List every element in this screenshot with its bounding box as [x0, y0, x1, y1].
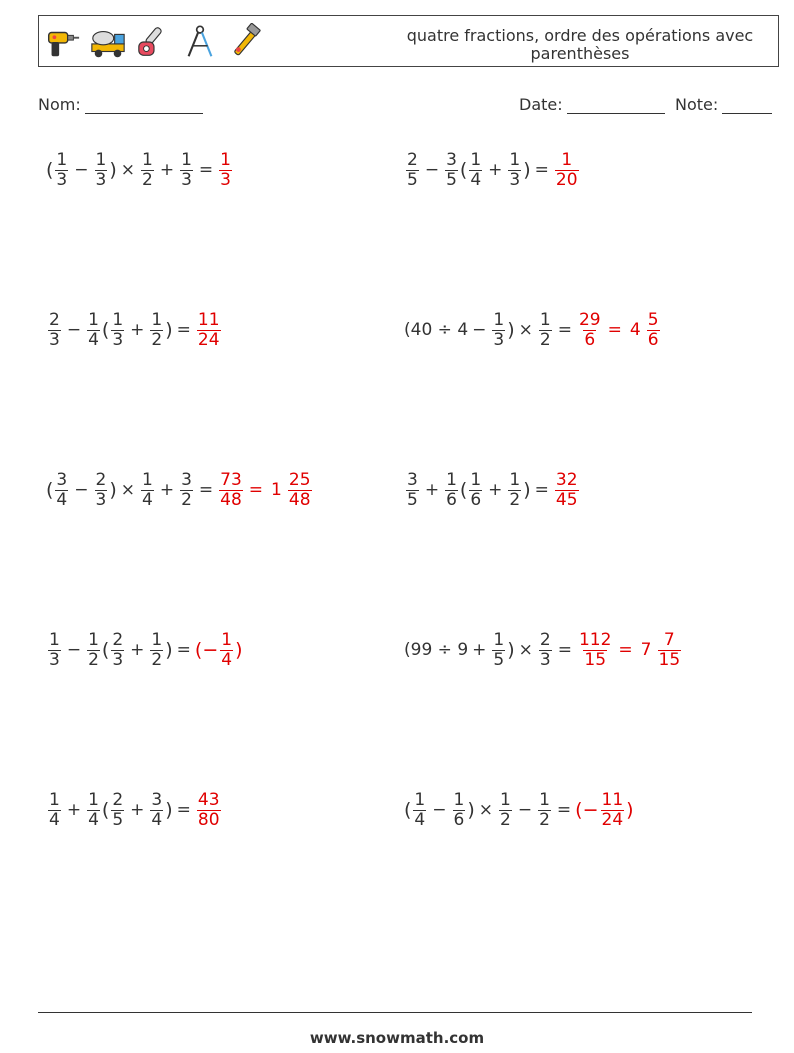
- fraction: [48, 631, 61, 670]
- cement-mixer-truck-icon: [89, 23, 127, 61]
- expression-text: +: [159, 480, 175, 500]
- header-box: [38, 15, 779, 67]
- denominator: 3: [49, 329, 60, 350]
- expression-text: =: [556, 800, 572, 820]
- denominator: 45: [555, 489, 578, 510]
- numerator: 11: [601, 789, 624, 810]
- expression-text: =: [557, 320, 572, 340]
- denominator: 80: [197, 809, 220, 830]
- answer-fraction: [220, 631, 233, 670]
- expression-text: ): [523, 159, 531, 181]
- numerator: 1: [561, 149, 573, 170]
- fraction: [413, 791, 426, 830]
- numerator: 1: [151, 629, 163, 650]
- denominator: 3: [112, 329, 124, 350]
- numerator: 2: [49, 309, 60, 330]
- denominator: 2: [88, 649, 99, 670]
- expression-text: +: [488, 480, 503, 500]
- numerator: 1: [88, 629, 99, 650]
- answer-fraction: [555, 471, 579, 510]
- fraction: [406, 471, 419, 510]
- numerator: 3: [151, 789, 163, 810]
- expression-text: ): [467, 799, 475, 821]
- numerator: 2: [112, 789, 124, 810]
- expression-text: ×: [120, 480, 135, 500]
- numerator: 2: [539, 629, 551, 650]
- expression-text: =: [176, 800, 191, 820]
- numerator: 3: [446, 149, 457, 170]
- fraction: [87, 631, 100, 670]
- fraction: [499, 791, 512, 830]
- denominator: 48: [220, 489, 242, 510]
- fraction: [492, 631, 505, 670]
- answer-text: =: [607, 320, 622, 340]
- fraction: [111, 631, 124, 670]
- problem: [46, 460, 314, 520]
- denominator: 5: [407, 489, 418, 510]
- answer-fraction: [578, 631, 612, 670]
- numerator: 1: [453, 789, 465, 810]
- expression-text: −: [517, 800, 533, 820]
- answer-text: (−: [194, 639, 219, 661]
- numerator: 1: [88, 309, 99, 330]
- answer-text: ): [235, 639, 243, 661]
- denominator: 4: [142, 489, 153, 510]
- date-field: [519, 95, 665, 114]
- fraction: [48, 791, 61, 830]
- numerator: 1: [88, 789, 99, 810]
- fraction: [453, 791, 466, 830]
- denominator: 3: [112, 649, 124, 670]
- numerator: 1: [500, 789, 511, 810]
- fraction: [180, 471, 193, 510]
- numerator: 1: [112, 309, 124, 330]
- numerator: 1: [151, 309, 163, 330]
- numerator: 1: [493, 629, 505, 650]
- expression-text: −: [74, 160, 89, 180]
- fraction: [445, 151, 458, 190]
- problem: [46, 300, 223, 360]
- problem: [404, 300, 662, 360]
- fraction: [469, 471, 482, 510]
- answer-fraction: [288, 471, 312, 510]
- numerator: 5: [647, 309, 659, 330]
- numerator: 11: [197, 309, 220, 330]
- answer-text: =: [248, 480, 264, 500]
- numerator: 1: [49, 629, 60, 650]
- answer-fraction: [555, 151, 579, 190]
- numerator: 112: [578, 629, 612, 650]
- denominator: 3: [539, 649, 551, 670]
- denominator: 2: [539, 329, 551, 350]
- fraction: [539, 631, 552, 670]
- header-icons: [43, 22, 265, 62]
- fraction: [141, 471, 154, 510]
- numerator: 1: [509, 149, 521, 170]
- denominator: 2: [500, 809, 511, 830]
- numerator: 1: [446, 469, 457, 490]
- expression-text: −: [472, 320, 487, 340]
- fraction: [95, 471, 108, 510]
- expression-text: +: [130, 320, 145, 340]
- answer-text: =: [618, 640, 633, 660]
- expression-text: (: [101, 639, 110, 661]
- expression-text: =: [176, 320, 191, 340]
- expression-text: ): [507, 319, 515, 341]
- expression-text: =: [534, 160, 549, 180]
- numerator: 25: [288, 469, 311, 490]
- expression-text: (: [46, 159, 54, 181]
- fraction: [150, 791, 163, 830]
- expression-text: ): [165, 639, 173, 661]
- worksheet-title: quatre fractions, ordre des opérations avec parenthèses: [406, 26, 754, 63]
- denominator: 3: [220, 169, 231, 190]
- expression-text: +: [66, 800, 82, 820]
- expression-text: +: [488, 160, 503, 180]
- answer-text: 1: [271, 480, 282, 500]
- expression-text: =: [198, 480, 214, 500]
- denominator: 3: [95, 489, 107, 510]
- denominator: 2: [151, 329, 163, 350]
- denominator: 2: [181, 489, 192, 510]
- fraction: [87, 791, 100, 830]
- denominator: 3: [509, 169, 521, 190]
- expression-text: ): [109, 159, 117, 181]
- expression-text: +: [472, 640, 487, 660]
- answer-text: 7: [640, 640, 652, 660]
- denominator: 3: [49, 649, 60, 670]
- numerator: 1: [95, 149, 107, 170]
- denominator: 4: [88, 329, 99, 350]
- numerator: 1: [181, 149, 192, 170]
- expression-text: ): [165, 799, 173, 821]
- denominator: 3: [181, 169, 192, 190]
- answer-fraction: [601, 791, 625, 830]
- expression-text: −: [66, 640, 82, 660]
- numerator: 29: [578, 309, 601, 330]
- denominator: 5: [407, 169, 418, 190]
- answer-text: 4: [629, 320, 641, 340]
- expression-text: ): [165, 319, 173, 341]
- expression-text: +: [130, 800, 145, 820]
- numerator: 3: [56, 469, 68, 490]
- denominator: 4: [470, 169, 482, 190]
- denominator: 4: [151, 809, 163, 830]
- answer-fraction: [197, 311, 221, 350]
- name-blank[interactable]: [85, 112, 203, 114]
- fraction: [492, 311, 505, 350]
- answer-fraction: [219, 471, 243, 510]
- expression-text: −: [66, 320, 82, 340]
- answer-text: ): [626, 799, 634, 821]
- denominator: 4: [221, 649, 233, 670]
- expression-text: =: [198, 160, 214, 180]
- numerator: 2: [112, 629, 124, 650]
- denominator: 6: [584, 329, 596, 350]
- expression-text: ×: [518, 640, 533, 660]
- denominator: 3: [95, 169, 107, 190]
- fraction: [180, 151, 193, 190]
- date-blank[interactable]: [567, 112, 665, 114]
- problem: [404, 140, 581, 200]
- fraction: [111, 311, 124, 350]
- numerator: 1: [142, 469, 153, 490]
- denominator: 4: [56, 489, 68, 510]
- denominator: 2: [539, 809, 550, 830]
- grade-field: [675, 95, 772, 114]
- denominator: 3: [493, 329, 505, 350]
- numerator: 1: [470, 149, 482, 170]
- numerator: 43: [197, 789, 220, 810]
- numerator: 1: [142, 149, 153, 170]
- fraction: [48, 311, 61, 350]
- fraction: [508, 471, 521, 510]
- expression-text: ×: [478, 800, 493, 820]
- name-field: [38, 95, 203, 114]
- grade-label: Note:: [675, 95, 719, 114]
- numerator: 1: [539, 309, 551, 330]
- fraction: [508, 151, 521, 190]
- denominator: 2: [151, 649, 163, 670]
- answer-fraction: [578, 311, 602, 350]
- expression-text: (40 ÷ 4: [404, 320, 469, 340]
- answer-fraction: [647, 311, 660, 350]
- fraction: [87, 311, 100, 350]
- denominator: 20: [555, 169, 578, 190]
- numerator: 1: [493, 309, 505, 330]
- denominator: 48: [288, 489, 311, 510]
- fraction: [141, 151, 154, 190]
- chainsaw-icon: [135, 23, 173, 61]
- date-label: Date:: [519, 95, 563, 114]
- numerator: 2: [407, 149, 418, 170]
- denominator: 4: [414, 809, 426, 830]
- expression-text: −: [432, 800, 447, 820]
- expression-text: ): [507, 639, 515, 661]
- denominator: 5: [112, 809, 124, 830]
- problem: [46, 620, 243, 680]
- numerator: 32: [555, 469, 578, 490]
- numerator: 1: [56, 149, 68, 170]
- compass-drawing-icon: [181, 23, 219, 61]
- expression-text: (: [101, 319, 110, 341]
- expression-text: ): [523, 479, 531, 501]
- pipe-wrench-icon: [227, 23, 265, 61]
- numerator: 3: [407, 469, 418, 490]
- fraction: [469, 151, 482, 190]
- expression-text: (99 ÷ 9: [404, 640, 469, 660]
- fraction: [95, 151, 108, 190]
- problem: [46, 140, 234, 200]
- fraction: [539, 311, 552, 350]
- fraction: [111, 791, 124, 830]
- fraction: [55, 471, 68, 510]
- problem: [404, 620, 683, 680]
- expression-text: (: [459, 159, 468, 181]
- expression-text: +: [130, 640, 145, 660]
- denominator: 6: [470, 489, 482, 510]
- expression-text: +: [424, 480, 440, 500]
- answer-text: (−: [575, 799, 599, 821]
- denominator: 4: [49, 809, 60, 830]
- expression-text: −: [74, 480, 89, 500]
- expression-text: ×: [120, 160, 135, 180]
- denominator: 5: [446, 169, 457, 190]
- answer-fraction: [219, 151, 232, 190]
- problem: [46, 780, 223, 840]
- expression-text: ×: [518, 320, 533, 340]
- fraction: [150, 631, 163, 670]
- numerator: 7: [663, 629, 675, 650]
- numerator: 2: [95, 469, 107, 490]
- grade-blank[interactable]: [722, 112, 772, 114]
- expression-text: =: [534, 480, 549, 500]
- expression-text: =: [176, 640, 191, 660]
- drill-icon: [43, 23, 81, 61]
- expression-text: (: [46, 479, 54, 501]
- fraction: [55, 151, 68, 190]
- answer-fraction: [197, 791, 221, 830]
- denominator: 15: [584, 649, 607, 670]
- expression-text: (: [404, 799, 412, 821]
- problem: [404, 460, 581, 520]
- name-label: Nom:: [38, 95, 81, 114]
- numerator: 3: [181, 469, 192, 490]
- numerator: 1: [221, 629, 233, 650]
- denominator: 24: [197, 329, 220, 350]
- numerator: 1: [509, 469, 521, 490]
- expression-text: −: [424, 160, 440, 180]
- answer-fraction: [658, 631, 682, 670]
- denominator: 2: [509, 489, 521, 510]
- fraction: [406, 151, 419, 190]
- problem: [404, 780, 634, 840]
- expression-text: (: [459, 479, 468, 501]
- denominator: 5: [493, 649, 505, 670]
- denominator: 6: [446, 489, 457, 510]
- expression-text: (: [101, 799, 110, 821]
- fraction: [150, 311, 163, 350]
- fraction: [538, 791, 551, 830]
- fraction: [445, 471, 458, 510]
- denominator: 3: [56, 169, 68, 190]
- expression-text: ): [109, 479, 117, 501]
- denominator: 2: [142, 169, 153, 190]
- expression-text: +: [159, 160, 175, 180]
- numerator: 1: [470, 469, 482, 490]
- denominator: 15: [658, 649, 681, 670]
- numerator: 1: [49, 789, 60, 810]
- denominator: 24: [601, 809, 624, 830]
- numerator: 73: [220, 469, 242, 490]
- footer-url: www.snowmath.com: [309, 1029, 485, 1047]
- numerator: 1: [414, 789, 426, 810]
- numerator: 1: [539, 789, 550, 810]
- denominator: 6: [453, 809, 465, 830]
- footer-divider: [38, 1012, 752, 1013]
- numerator: 1: [220, 149, 231, 170]
- denominator: 4: [88, 809, 99, 830]
- denominator: 6: [647, 329, 659, 350]
- expression-text: =: [557, 640, 572, 660]
